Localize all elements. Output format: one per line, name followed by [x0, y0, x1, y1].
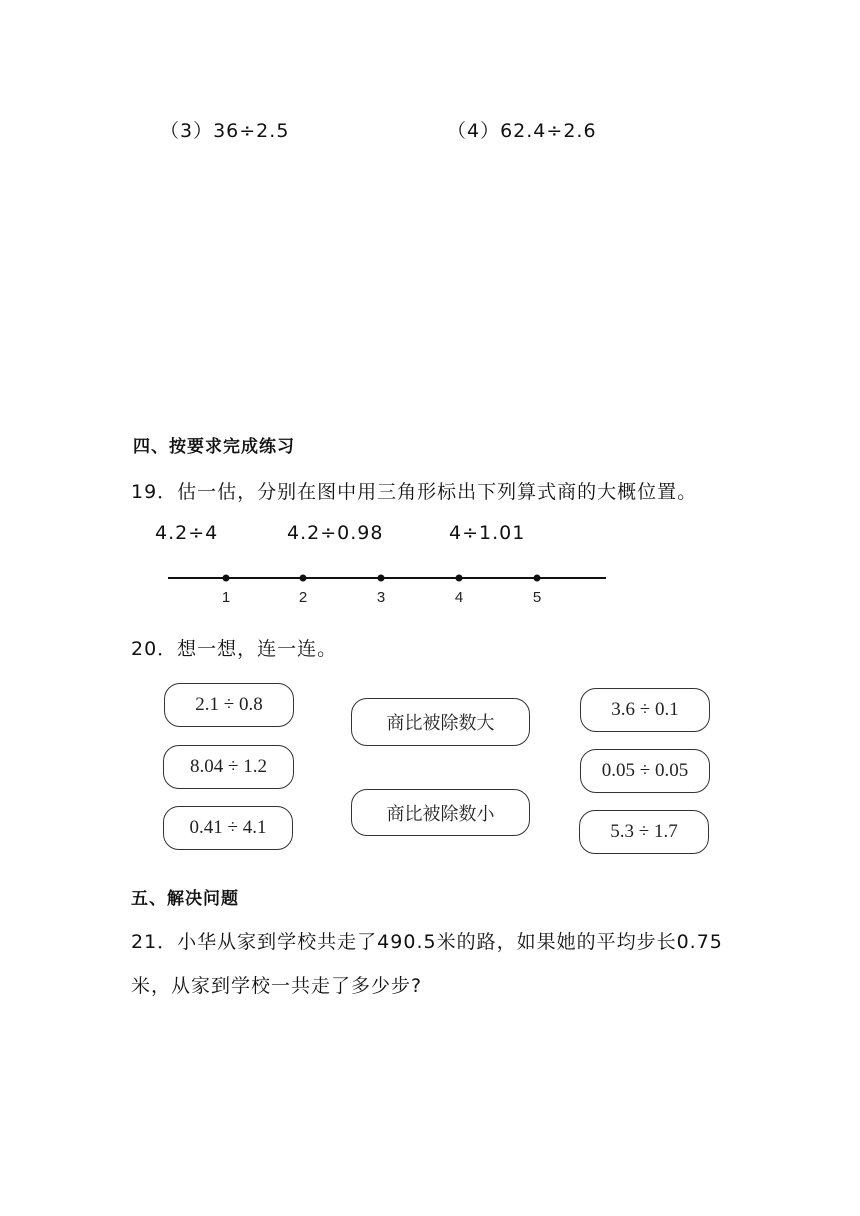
problem-3: （3）36÷2.5: [160, 120, 290, 142]
q19-expression-3: 4÷1.01: [449, 522, 526, 544]
left-box-2[interactable]: 8.04 ÷ 1.2: [163, 745, 294, 789]
right-box-1[interactable]: 3.6 ÷ 0.1: [580, 688, 710, 732]
question-20-text: 20．想一想，连一连。: [131, 638, 338, 660]
middle-box-smaller[interactable]: 商比被除数小: [351, 789, 530, 836]
number-line-dot-2: [300, 575, 307, 582]
problem-4: （4）62.4÷2.6: [447, 120, 597, 142]
question-21-line-2: 米，从家到学校一共走了多少步?: [131, 975, 423, 997]
left-box-1[interactable]: 2.1 ÷ 0.8: [164, 683, 294, 727]
q19-expression-2: 4.2÷0.98: [287, 522, 384, 544]
section-5-title: 五、解决问题: [131, 889, 239, 909]
tick-label-4: 4: [454, 589, 464, 606]
number-line-dot-4: [456, 575, 463, 582]
number-line-dot-1: [223, 575, 230, 582]
number-line-dot-5: [534, 575, 541, 582]
middle-box-larger[interactable]: 商比被除数大: [351, 698, 530, 746]
number-line-dot-3: [378, 575, 385, 582]
right-box-3[interactable]: 5.3 ÷ 1.7: [579, 810, 709, 854]
question-21-line-1: 21．小华从家到学校共走了490.5米的路，如果她的平均步长0.75: [131, 931, 723, 953]
tick-label-2: 2: [298, 589, 308, 606]
tick-label-1: 1: [221, 589, 231, 606]
tick-label-5: 5: [532, 589, 542, 606]
section-4-title: 四、按要求完成练习: [133, 437, 295, 457]
question-19-text: 19．估一估，分别在图中用三角形标出下列算式商的大概位置。: [131, 481, 698, 503]
q19-expression-1: 4.2÷4: [155, 522, 219, 544]
left-box-3[interactable]: 0.41 ÷ 4.1: [163, 806, 293, 850]
right-box-2[interactable]: 0.05 ÷ 0.05: [580, 749, 710, 793]
tick-label-3: 3: [376, 589, 386, 606]
